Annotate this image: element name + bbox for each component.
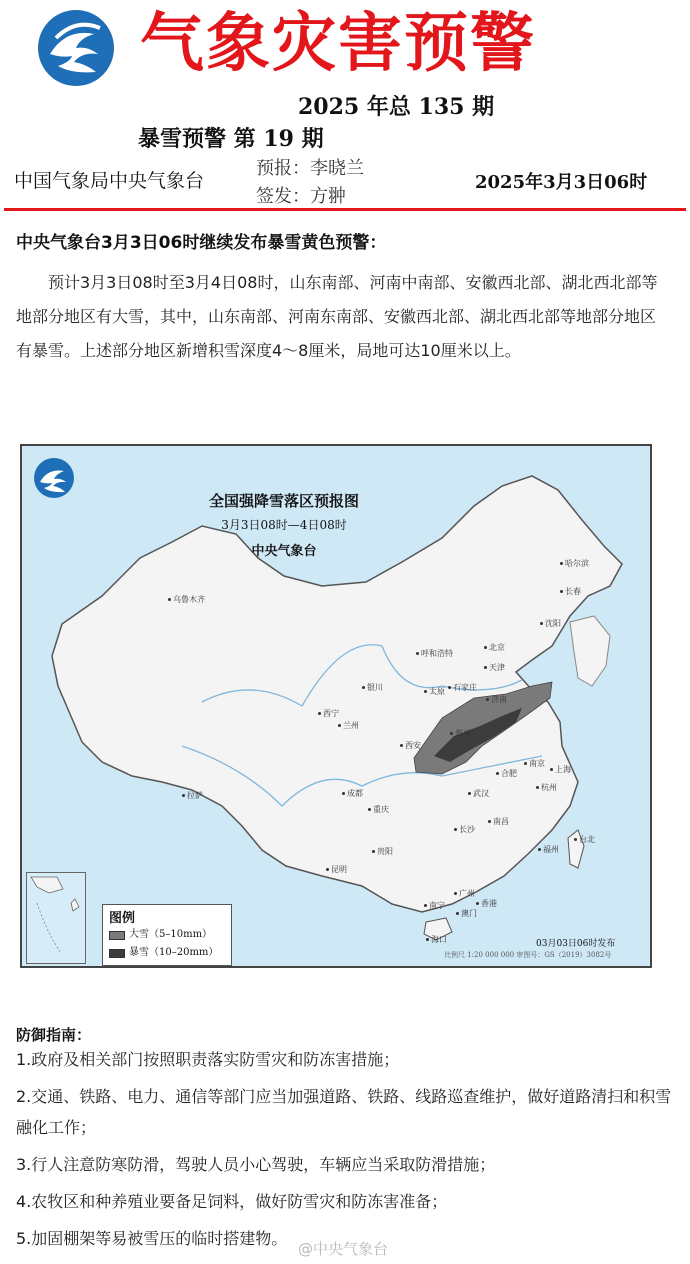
- map-issuer: 中央气象台: [251, 544, 317, 559]
- city-label: 成都: [342, 788, 363, 799]
- city-label: 拉萨: [182, 790, 203, 801]
- city-label: 南宁: [424, 900, 445, 911]
- defense-guide-list: [16, 1044, 676, 1260]
- issue-number: 2025 年总 135 期: [298, 94, 495, 120]
- guide-item: 5.加固棚架等易被雪压的临时搭建物。: [16, 1229, 288, 1248]
- city-label: 香港: [476, 898, 497, 909]
- city-label: 石家庄: [448, 682, 477, 693]
- city-label: 澳门: [456, 908, 477, 919]
- guide-item: 1.政府及相关部门按照职责落实防雪灾和防冻害措施；: [16, 1050, 400, 1069]
- snowfall-forecast-map: [20, 444, 652, 968]
- legend-swatch: [109, 949, 125, 958]
- guide-item: 2.交通、铁路、电力、通信等部门应当加强道路、铁路、线路巡查维护，做好道路清扫和积雪融化工作；: [16, 1087, 672, 1137]
- legend-item-heavy-snow: [109, 926, 225, 944]
- city-label: 福州: [538, 844, 559, 855]
- city-label: 海口: [426, 934, 447, 945]
- city-label: 贵阳: [372, 846, 393, 857]
- city-label: 郑州: [450, 728, 471, 739]
- guide-item: 3.行人注意防寒防滑，驾驶人员小心驾驶，车辆应当采取防滑措施；: [16, 1155, 496, 1174]
- city-label: 沈阳: [540, 618, 561, 629]
- south-china-sea-inset: [26, 872, 86, 964]
- city-label: 哈尔滨: [560, 558, 589, 569]
- city-label: 合肥: [496, 768, 517, 779]
- map-title: 全国强降雪落区预报图: [208, 492, 359, 510]
- city-label: 北京: [484, 642, 505, 653]
- city-label: 乌鲁木齐: [168, 594, 205, 605]
- city-label: 杭州: [536, 782, 557, 793]
- city-label: 太原: [424, 686, 445, 697]
- city-label: 南京: [524, 758, 545, 769]
- korea-peninsula: [570, 616, 610, 686]
- signer: 签发：方翀: [256, 186, 346, 207]
- city-label: 重庆: [368, 804, 389, 815]
- header-divider: [4, 208, 686, 211]
- cma-logo: [36, 8, 116, 88]
- city-label: 西宁: [318, 708, 339, 719]
- warning-headline: 中央气象台3月3日06时继续发布暴雪黄色预警：: [16, 233, 387, 253]
- city-label: 天津: [484, 662, 505, 673]
- legend-item-blizzard: [109, 944, 225, 962]
- weibo-watermark: @中央气象台: [298, 1240, 389, 1258]
- staff-block: [256, 155, 364, 211]
- guide-item: 4.农牧区和种养殖业要备足饲料，做好防雪灾和防冻害准备；: [16, 1192, 448, 1211]
- city-label: 武汉: [468, 788, 489, 799]
- legend-label: 大雪（5–10mm）: [129, 929, 213, 940]
- city-label: 台北: [574, 834, 595, 845]
- map-legend: [102, 904, 232, 966]
- city-label: 西安: [400, 740, 421, 751]
- guide-title: 防御指南：: [16, 1026, 92, 1044]
- city-label: 上海: [550, 764, 571, 775]
- city-label: 长春: [560, 586, 581, 597]
- city-label: 广州: [454, 888, 475, 899]
- organization: 中国气象局中央气象台: [14, 170, 205, 192]
- city-label: 银川: [362, 682, 383, 693]
- map-issued-time: 03月03日06时发布: [536, 939, 616, 949]
- legend-title: 图例: [109, 911, 136, 926]
- city-label: 济南: [486, 694, 507, 705]
- city-label: 呼和浩特: [416, 648, 453, 659]
- city-label: 兰州: [338, 720, 359, 731]
- city-label: 南昌: [488, 816, 509, 827]
- issue-datetime: 2025年3月3日06时: [475, 172, 648, 193]
- legend-swatch: [109, 931, 125, 940]
- city-label: 昆明: [326, 864, 347, 875]
- legend-label: 暴雪（10–20mm）: [129, 947, 219, 958]
- map-scale: 比例尺 1:20 000 000 审图号：GS（2019）3082号: [444, 951, 612, 959]
- warning-paragraph: 预计3月3日08时至3月4日08时，山东南部、河南中南部、安徽西北部、湖北西北部等地部分地区有大雪，其中，山东南部、河南东南部、安徽西北部、湖北西北部等地部分地区有暴雪。上述部分地区新增积雪深度4～8厘米，局地可达10厘米以上。: [16, 273, 658, 360]
- forecaster: 预报：李晓兰: [256, 158, 364, 179]
- map-period: 3月3日08时—4日08时: [221, 518, 347, 532]
- document-title: 气象灾害预警: [140, 6, 536, 81]
- warning-issue-number: 暴雪预警 第 19 期: [138, 126, 324, 152]
- city-label: 长沙: [454, 824, 475, 835]
